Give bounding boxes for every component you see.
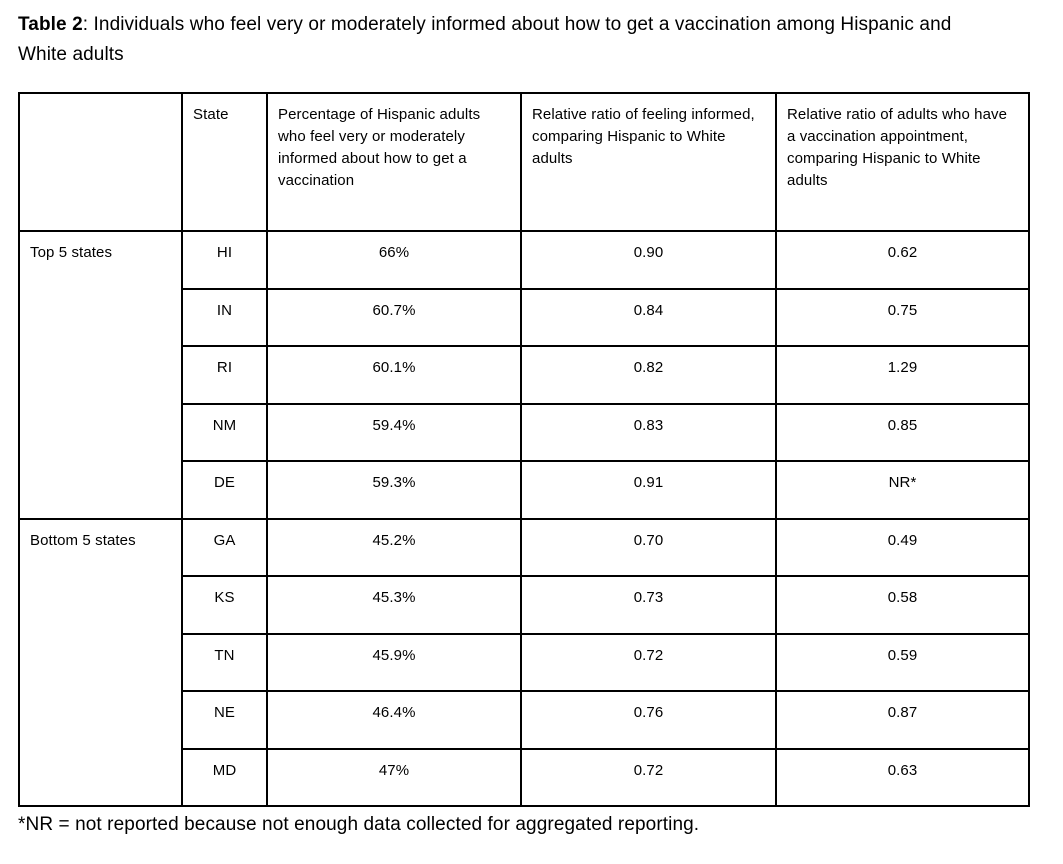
- ratio-appointment-cell: NR*: [776, 461, 1029, 519]
- ratio-appointment-cell: 0.75: [776, 289, 1029, 347]
- ratio-appointment-cell: 1.29: [776, 346, 1029, 404]
- ratio-informed-cell: 0.72: [521, 634, 776, 692]
- state-cell: GA: [182, 519, 267, 577]
- state-cell: DE: [182, 461, 267, 519]
- header-percentage-informed: Percentage of Hispanic adults who feel very or moderately informed about how to get a vaccination: [267, 93, 521, 231]
- header-ratio-appointment: Relative ratio of adults who have a vaccination appointment, comparing Hispanic to White adults: [776, 93, 1029, 231]
- header-group-blank: [19, 93, 182, 231]
- ratio-informed-cell: 0.82: [521, 346, 776, 404]
- ratio-appointment-cell: 0.59: [776, 634, 1029, 692]
- table-title-label: Table 2: [18, 14, 83, 35]
- percentage-cell: 46.4%: [267, 691, 521, 749]
- table-body: [19, 231, 1029, 806]
- footnote: *NR = not reported because not enough data collected for aggregated reporting.: [18, 814, 700, 835]
- percentage-cell: 45.9%: [267, 634, 521, 692]
- state-cell: HI: [182, 231, 267, 289]
- ratio-informed-cell: 0.90: [521, 231, 776, 289]
- header-ratio-informed: Relative ratio of feeling informed, comparing Hispanic to White adults: [521, 93, 776, 231]
- state-cell: RI: [182, 346, 267, 404]
- table-row: [19, 231, 1029, 289]
- row-group-label: Bottom 5 states: [19, 519, 182, 807]
- table-title-text: : Individuals who feel very or moderately informed about how to get a vaccination among Hispanic and White adults: [18, 14, 952, 65]
- ratio-appointment-cell: 0.49: [776, 519, 1029, 577]
- ratio-informed-cell: 0.83: [521, 404, 776, 462]
- state-cell: KS: [182, 576, 267, 634]
- header-state: State: [182, 93, 267, 231]
- percentage-cell: 59.3%: [267, 461, 521, 519]
- percentage-cell: 47%: [267, 749, 521, 807]
- state-cell: NM: [182, 404, 267, 462]
- ratio-informed-cell: 0.91: [521, 461, 776, 519]
- header-row: [19, 93, 1029, 231]
- percentage-cell: 59.4%: [267, 404, 521, 462]
- ratio-appointment-cell: 0.87: [776, 691, 1029, 749]
- ratio-appointment-cell: 0.62: [776, 231, 1029, 289]
- percentage-cell: 60.7%: [267, 289, 521, 347]
- ratio-appointment-cell: 0.85: [776, 404, 1029, 462]
- state-cell: IN: [182, 289, 267, 347]
- ratio-informed-cell: 0.72: [521, 749, 776, 807]
- data-table: [18, 92, 1030, 807]
- ratio-informed-cell: 0.73: [521, 576, 776, 634]
- row-group-label: Top 5 states: [19, 231, 182, 519]
- percentage-cell: 60.1%: [267, 346, 521, 404]
- ratio-appointment-cell: 0.58: [776, 576, 1029, 634]
- table-row: [19, 519, 1029, 577]
- state-cell: NE: [182, 691, 267, 749]
- percentage-cell: 66%: [267, 231, 521, 289]
- percentage-cell: 45.2%: [267, 519, 521, 577]
- percentage-cell: 45.3%: [267, 576, 521, 634]
- ratio-informed-cell: 0.70: [521, 519, 776, 577]
- table-title: [18, 10, 978, 70]
- state-cell: MD: [182, 749, 267, 807]
- ratio-informed-cell: 0.76: [521, 691, 776, 749]
- table-header: [19, 93, 1029, 231]
- state-cell: TN: [182, 634, 267, 692]
- ratio-informed-cell: 0.84: [521, 289, 776, 347]
- ratio-appointment-cell: 0.63: [776, 749, 1029, 807]
